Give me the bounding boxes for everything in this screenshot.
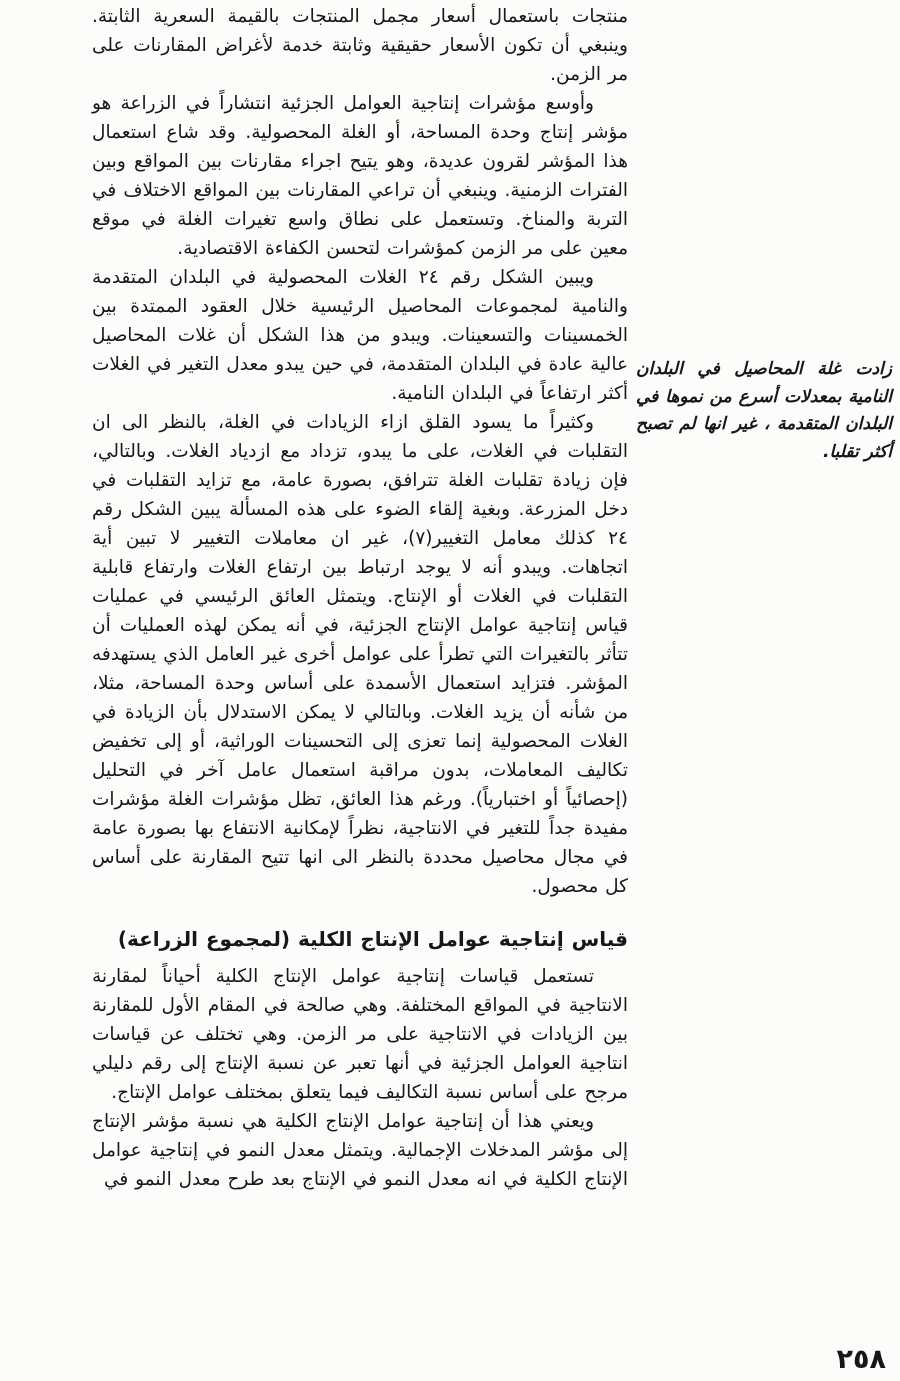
paragraph: تستعمل قياسات إنتاجية عوامل الإنتاج الكلية أحياناً لمقارنة الانتاجية في المواقع المختلفة. وهي صالحة في المقام الأول للمقارنة بين الزيادات في الانتاجية على مر الزمن. وهي تختلف عن قياسات انتاجية العوامل الجزئية في أنها تعبر عن نسبة الإنتاج إلى رقم دليلي مرجح على أساس نسبة التكاليف فيما يتعلق بمختلف عوامل الإنتاج.	[92, 966, 628, 1103]
paragraph-continuation: منتجات باستعمال أسعار مجمل المنتجات بالقيمة السعرية الثابتة. وينبغي أن تكون الأسعار حقيقية وثابتة خدمة لأغراض المقارنات على مر الزمن.	[92, 6, 628, 85]
body-column	[92, 2, 628, 1194]
margin-note: زادت غلة المحاصيل في البلدان النامية بمعدلات أسرع من نموها في البلدان المتقدمة ، غير انها لم تصبح أكثر تقلبا.	[636, 359, 892, 462]
paragraph: وكثيراً ما يسود القلق ازاء الزيادات في الغلة، بالنظر الى ان التقلبات في الغلات، على ما يبدو، تزداد مع ازدياد الغلات. وبالتالي، فإن زيادة تقلبات الغلة تترافق، بصورة عامة، مع تزايد التقلبات في دخل المزرعة. وبغية إلقاء الضوء على هذه المسألة يبين الشكل رقم ٢٤ كذلك معامل التغيير(٧)، غير ان معاملات التغيير لا تبين أية اتجاهات. ويبدو أنه لا يوجد ارتباط بين ارتفاع الغلات وارتفاع قابلية التقلبات في الغلات أو الإنتاج. ويتمثل العائق الرئيسي في عمليات قياس إنتاجية عوامل الإنتاج الجزئية، في أنه يمكن لهذه العمليات أن تتأثر بالتغيرات التي تطرأ على عوامل أخرى غير العامل الذي يستهدفه المؤشر. فتزايد استعمال الأسمدة على أساس وحدة المساحة، مثلا، من شأنه أن يزيد الغلات. وبالتالي لا يمكن الاستدلال بأن الزيادة في الغلات المحصولية إنما تعزى إلى التحسينات الوراثية، أو إلى تخفيض تكاليف المعاملات، بدون مراقبة استعمال عامل آخر في التحليل (إحصائياً أو اختبارياً). ورغم هذا العائق، تظل مؤشرات الغلة مؤشرات مفيدة جداً للتغير في الانتاجية، نظراً لإمكانية الانتفاع بها بصورة عامة في مجال محاصيل محددة بالنظر الى انها تتيح المقارنة على أساس كل محصول.	[92, 412, 628, 897]
section-heading: قياس إنتاجية عوامل الإنتاج الكلية (لمجموع الزراعة)	[117, 927, 628, 951]
page-number: ٢٥٨	[836, 1344, 886, 1375]
paragraph: وأوسع مؤشرات إنتاجية العوامل الجزئية انتشاراً في الزراعة هو مؤشر إنتاج وحدة المساحة، أو الغلة المحصولية. وقد شاع استعمال هذا المؤشر لقرون عديدة، وهو يتيح اجراء مقارنات بين المواقع وبين الفترات الزمنية. وينبغي أن تراعي المقارنات بين المواقع الاختلاف في التربة والمناخ. وتستعمل على نطاق واسع تغيرات الغلة في موقع معين على مر الزمن كمؤشرات لتحسن الكفاءة الاقتصادية.	[92, 93, 628, 259]
paragraph: ويعني هذا أن إنتاجية عوامل الإنتاج الكلية هي نسبة مؤشر الإنتاج إلى مؤشر المدخلات الإجمالية. ويتمثل معدل النمو في إنتاجية عوامل الإنتاج الكلية في انه معدل النمو في الإنتاج بعد طرح معدل النمو في	[92, 1111, 628, 1190]
paragraph: ويبين الشكل رقم ٢٤ الغلات المحصولية في البلدان المتقدمة والنامية لمجموعات المحاصيل الرئيسية خلال العقود الممتدة بين الخمسينات والتسعينات. ويبدو من هذا الشكل أن غلات المحاصيل عالية عادة في البلدان المتقدمة، في حين يبدو معدل التغير في الغلات أكثر ارتفاعاً في البلدان النامية.	[92, 267, 628, 404]
